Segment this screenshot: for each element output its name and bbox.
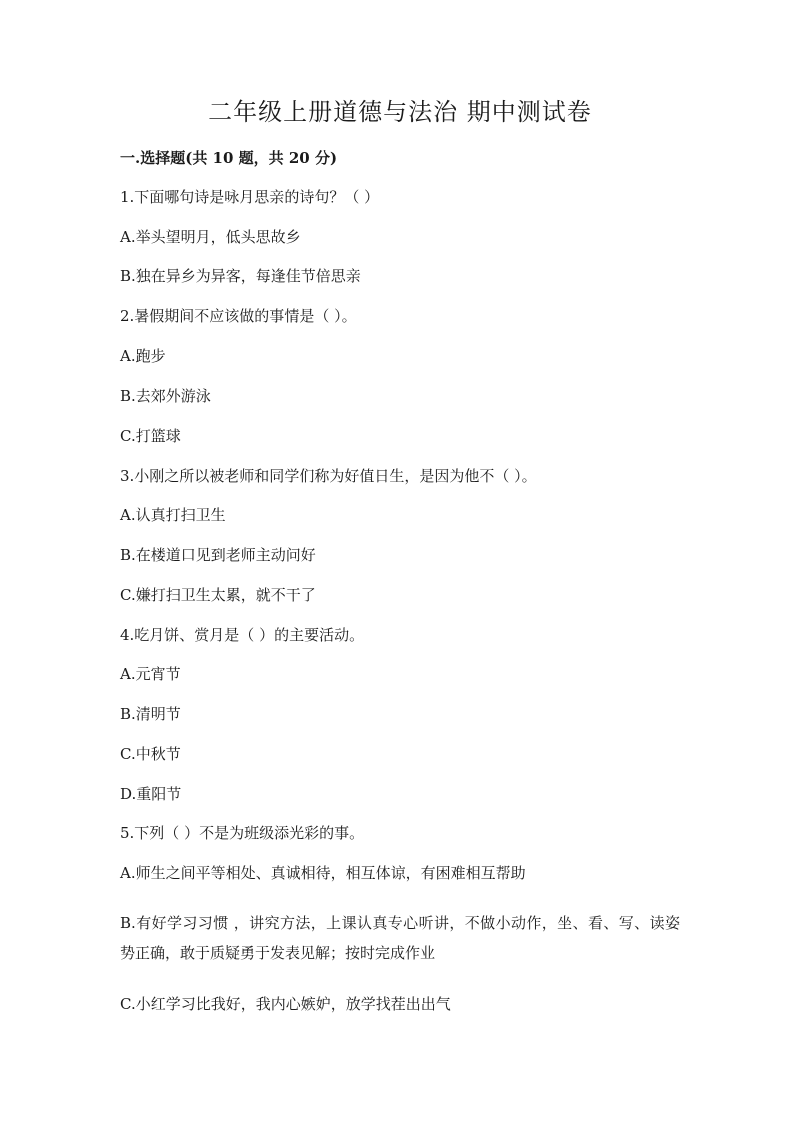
- question-4-option-b: B.清明节: [120, 705, 181, 723]
- question-1-option-a: A.举头望明月，低头思故乡: [120, 228, 301, 246]
- question-2-option-a: A.跑步: [120, 347, 166, 365]
- question-3-stem: 3.小刚之所以被老师和同学们称为好值日生，是因为他不（ ）。: [120, 467, 537, 485]
- question-1-option-b: B.独在异乡为异客，每逢佳节倍思亲: [120, 267, 361, 285]
- question-2-option-c: C.打篮球: [120, 427, 181, 445]
- question-3-option-c: C.嫌打扫卫生太累，就不干了: [120, 586, 316, 604]
- question-5-option-c: C.小红学习比我好，我内心嫉妒，放学找茬出出气: [120, 995, 451, 1013]
- question-2-option-b: B.去郊外游泳: [120, 387, 211, 405]
- question-4-option-d: D.重阳节: [120, 785, 182, 803]
- question-3-option-a: A.认真打扫卫生: [120, 506, 226, 524]
- question-3-option-b: B.在楼道口见到老师主动问好: [120, 546, 316, 564]
- question-2-stem: 2.暑假期间不应该做的事情是（ ）。: [120, 307, 357, 325]
- question-5-option-b: B.有好学习习惯 ，讲究方法，上课认真专心听讲，不做小动作，坐、看、写、读姿势正确，敢于质疑勇于发表见解；按时完成作业: [120, 914, 680, 962]
- section-heading: 一.选择题(共 10 题，共 20 分): [120, 149, 338, 167]
- question-4-stem: 4.吃月饼、赏月是（ ）的主要活动。: [120, 626, 365, 644]
- question-4-option-a: A.元宵节: [120, 665, 181, 683]
- question-5-option-a: A.师生之间平等相处、真诚相待，相互体谅，有困难相互帮助: [120, 864, 526, 882]
- question-1-stem: 1.下面哪句诗是咏月思亲的诗句？（ ）: [120, 188, 380, 206]
- question-4-option-c: C.中秋节: [120, 745, 181, 763]
- question-5-stem: 5.下列（ ）不是为班级添光彩的事。: [120, 824, 365, 842]
- exam-title: 二年级上册道德与法治 期中测试卷: [208, 98, 592, 126]
